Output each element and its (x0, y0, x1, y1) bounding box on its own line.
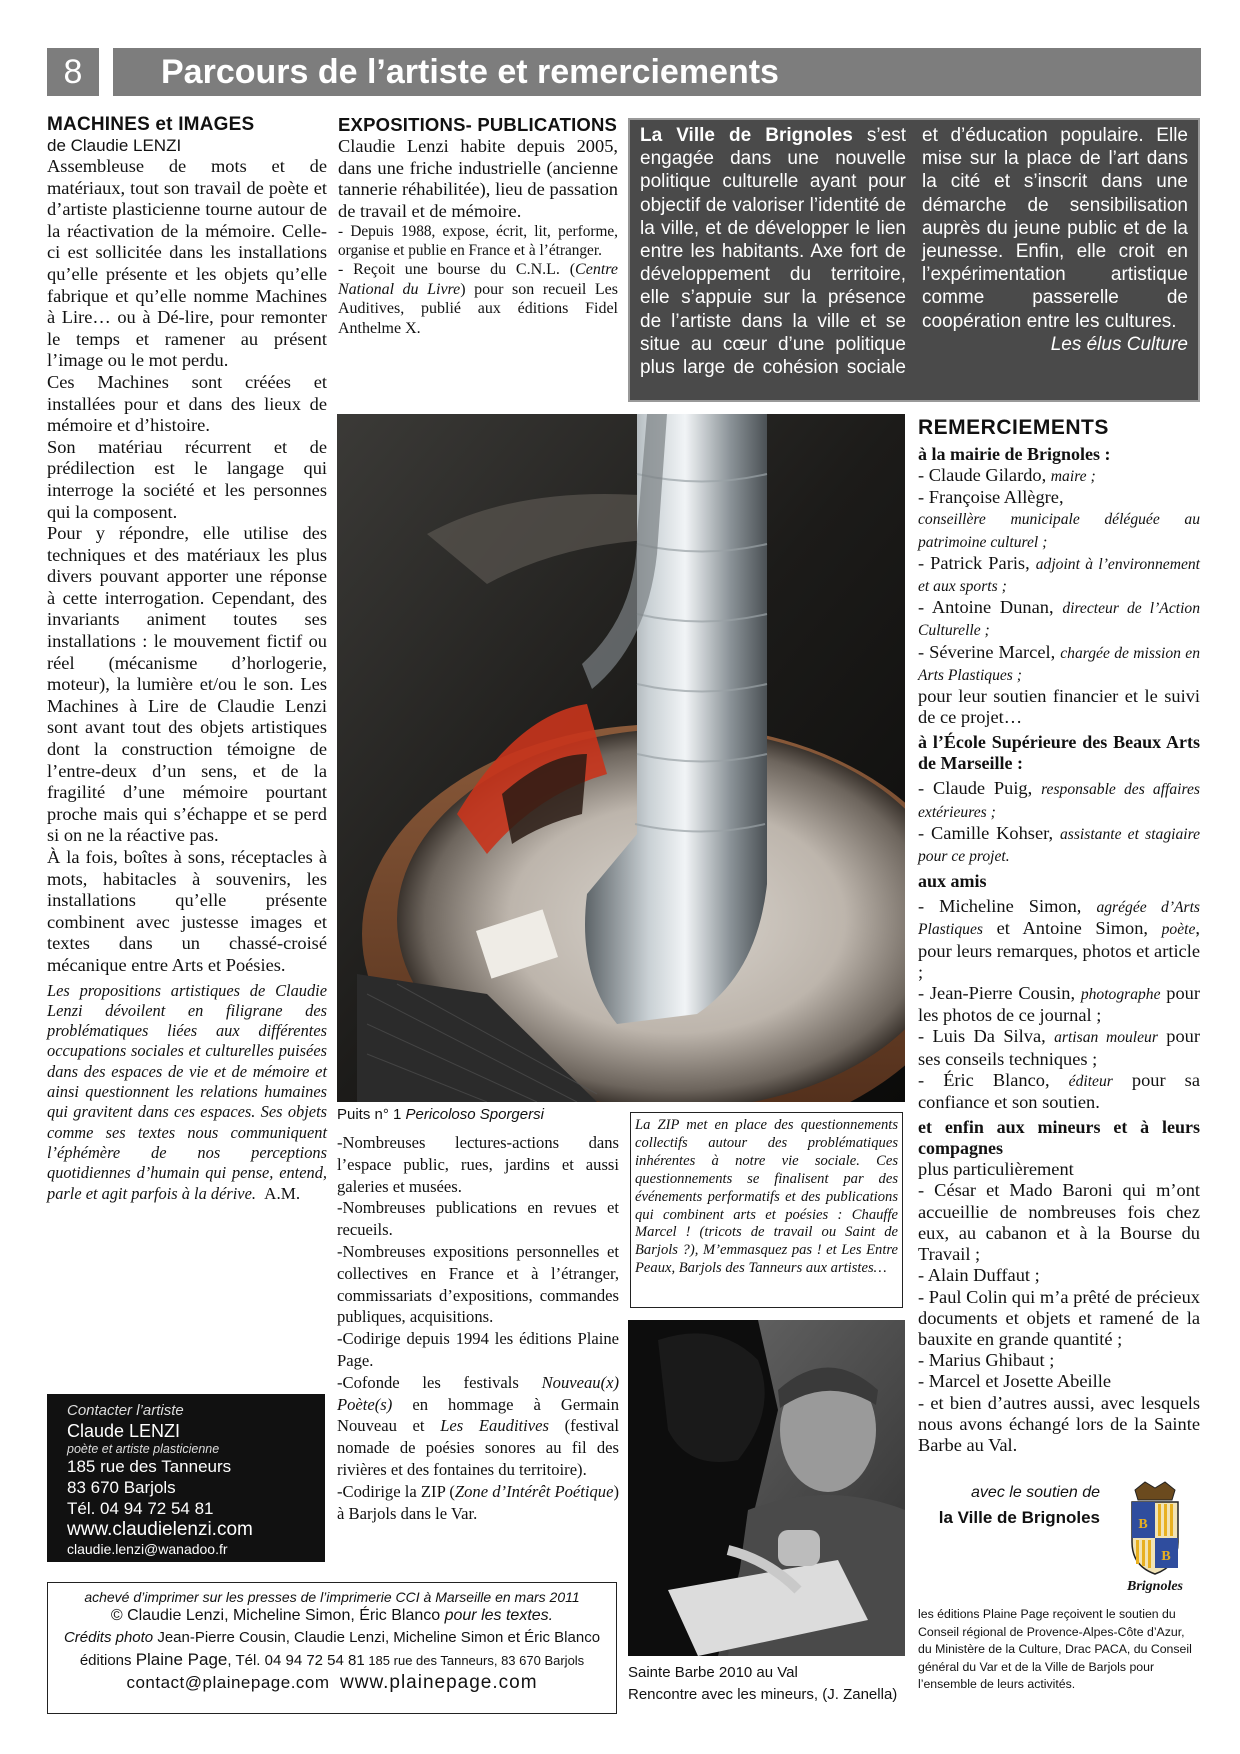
contact-role: poète et artiste plasticienne (67, 1442, 220, 1456)
text: - Claude Puig, (918, 778, 1042, 799)
well-photo-drawing (337, 414, 905, 1102)
text: - Jean-Pierre Cousin, (918, 983, 1081, 1004)
paragraph (338, 260, 618, 338)
svg-text:Brignoles: Brignoles (1126, 1579, 1184, 1594)
text: , pour leurs remarques, photos et article ; (918, 918, 1200, 982)
publisher-phone: 04 94 72 54 81 (264, 1652, 365, 1669)
text: éditions (79, 1652, 136, 1669)
subheading: à l’École Supérieure des Beaux Arts de Marseille : (918, 732, 1200, 774)
text: -Cofonde les festivals (337, 1372, 542, 1392)
publisher-line (48, 1649, 616, 1672)
paragraph: Assembleuse de mots et de matériaux, tout son travail de poète et d’artiste plasticienne tourne autour de la réactivation de la mémoire. Celle-ci est sollicitée dans les installations qu’elle présente et les objets qu’elle fabrique et qu’elle nomme Machines à Lire… ou à Dé-lire, pour remonter le temps et ramener au présent l’image ou le mot perdu. (47, 156, 327, 371)
text: ) pour son recueil Les Auditives, publié aux éditions Fidel Anthelme X. (338, 280, 619, 337)
text: - Reçoit une bourse du C.N.L. ( (338, 261, 576, 279)
publisher-website-link[interactable]: www.plainepage.com (340, 1672, 538, 1693)
contact-name: Claude LENZI (67, 1421, 181, 1441)
contact-address: 185 rue des Tanneurs (67, 1457, 232, 1476)
support-label: avec le soutien de (971, 1484, 1100, 1501)
text: (festival nomade de poésies sonores au fil des rivières et des fontaines du territoire). (337, 1416, 619, 1479)
contact-phone: Tél. 04 94 72 54 81 (67, 1499, 214, 1518)
thanks-item (918, 823, 1200, 867)
thanks-item: - et bien d’autres aussi, avec lesquels nous avons échangé lors de la Sainte Barbe au Val. (918, 1392, 1200, 1455)
page-number: 8 (47, 48, 99, 96)
paragraph: Ces Machines sont créées et installées pour et dans des lieux de mémoire et d’histoire. (47, 371, 327, 436)
text: Les Eauditives (440, 1416, 549, 1436)
section-title: EXPOSITIONS- PUBLICATIONS (338, 114, 618, 135)
thanks-item (918, 642, 1200, 686)
thanks-item: plus particulièrement (918, 1159, 1074, 1180)
paragraph: À la fois, boîtes à sons, réceptacles à mots, habitacles à souvenirs, les installations qu’elle présente combinent avec justesse images et textes dans un chassé-croisé mécanique entre Arts et Poésies. (47, 847, 327, 975)
svg-text:B: B (1138, 1517, 1148, 1532)
text: - Claude Gilardo, (918, 465, 1051, 485)
thanks-item (918, 1070, 1200, 1113)
role: éditeur (1068, 1072, 1113, 1090)
role: photographe (1080, 986, 1161, 1004)
thanks-item: - Marcel et Josette Abeille (918, 1371, 1112, 1392)
text: -Codirige la ZIP ( (337, 1481, 455, 1501)
remerciements-section (918, 416, 1200, 1456)
text: pour les photos de ce journal ; (918, 983, 1200, 1026)
role: directeur de l’Action Culturelle ; (918, 600, 1200, 640)
crest-icon (1110, 1480, 1200, 1594)
text: pour ses conseils techniques ; (918, 1026, 1200, 1069)
thanks-item: - César et Mado Baroni qui m’ont accueillie de nombreuses fois chez eux, au cabanon et à la Bourse du Travail ; (918, 1180, 1200, 1265)
text: - Camille Kohser, (918, 822, 1060, 843)
role: artisan mouleur (1054, 1029, 1158, 1047)
zip-box: La ZIP met en place des questionnements collectifs autour des problématiques inhérentes à notre vie sociale. Ces questionnements se finalisent par des événements performatifs et des publications qui combinent arts et poésies : Chauffe Marcel ! (tricots de travail ou Saint de Barjols ?), M’emmasquez pas ! et Les Entre Peaux, Barjols des Tanneurs aux artistes… (630, 1112, 903, 1308)
text: en hommage à Germain Nouveau et (337, 1394, 619, 1436)
byline: de Claudie LENZI (47, 136, 182, 155)
photo1-caption (337, 1106, 544, 1123)
ville-box-text (640, 124, 1188, 379)
contact-box (47, 1394, 325, 1562)
thanks-item: - Marius Ghibaut ; (918, 1350, 1055, 1371)
contact-email-link[interactable]: claudie.lenzi@wanadoo.fr (67, 1541, 228, 1557)
subheading: à la mairie de Brignoles : (918, 444, 1111, 464)
list-item: -Nombreuses expositions personnelles et collectives en France et à l’étranger, commissariats d’expositions, commandes publiques, acquisitions. (337, 1241, 619, 1327)
subheading: aux amis (918, 871, 987, 892)
thanks-item: pour leur soutien financier et le suivi de ce projet… (918, 686, 1200, 728)
text: , Tél. (227, 1652, 265, 1669)
role: maire ; (1050, 468, 1096, 485)
page-title: Parcours de l’artiste et remerciements (113, 48, 1201, 96)
publisher-contact-line (48, 1672, 616, 1694)
text: Crédits photo (63, 1629, 154, 1646)
thanks-item (918, 778, 1200, 822)
role: chargée de mission en Arts Plastiques ; (918, 644, 1200, 684)
role: conseillère municipale déléguée au patrimoine culturel ; (918, 511, 1200, 551)
copyright-line (48, 1605, 616, 1627)
caption-line: Rencontre avec les mineurs, (J. Zanella) (628, 1686, 898, 1703)
role: agrégée d’Arts Plastiques (918, 899, 1201, 939)
text: Nouveau(x) Poète(s) (337, 1372, 619, 1414)
text: ) à Barjols dans le Var. (337, 1481, 619, 1523)
subheading: et enfin aux mineurs et à leurs compagnes (918, 1117, 1200, 1159)
sainte-barbe-photo (628, 1320, 905, 1656)
support-note: les éditions Plaine Page reçoivent le soutien du Conseil régional de Provence-Alpes-Côte d’Azur, du Ministère de la Culture, Drac PACA, du Conseil général du Var et de la Ville de Barjols pour l’ensemble de leurs activités. (918, 1607, 1192, 1691)
support-credit (918, 1484, 1100, 1528)
publisher-name: Plaine Page (135, 1650, 228, 1669)
list-item (337, 1372, 619, 1481)
section-title: REMERCIEMENTS (918, 416, 1109, 439)
machines-images-article (47, 114, 327, 1204)
svg-text:B: B (1161, 1549, 1171, 1564)
list-item: -Nombreuses publications en revues et recueils. (337, 1198, 619, 1240)
text: - Séverine Marcel, (918, 641, 1061, 662)
text: - Antoine Dunan, (918, 597, 1063, 618)
italic-paragraph (47, 981, 327, 1204)
ville-lead: La Ville de Brignoles (640, 125, 853, 146)
list-item (337, 1481, 619, 1525)
thanks-item: - Alain Duffaut ; (918, 1265, 1040, 1286)
text: pour sa confiance et son soutien. (918, 1069, 1200, 1113)
thanks-item (918, 896, 1200, 983)
contact-city: 83 670 Barjols (67, 1478, 176, 1497)
text: Centre National du Livre (338, 261, 618, 298)
contact-website-link[interactable]: www.claudielenzi.com (67, 1519, 253, 1540)
thanks-item (918, 597, 1200, 641)
list-item: -Codirige depuis 1994 les éditions Plaine Page. (337, 1329, 619, 1370)
paragraph: - Depuis 1988, expose, écrit, lit, performe, organise et publie en France et à l’étranger. (338, 223, 618, 260)
role: assistante et stagiaire pour ce projet. (918, 825, 1200, 866)
thanks-item (918, 465, 1200, 487)
italic-text: Les propositions artistiques de Claudie Lenzi dévoilent en filigrane des problématiques liées aux différentes occupations sociales et culturelles puisées dans des espaces de vie et de mémoire et ainsi questionnent les relations humaines qui gravitent dans ces espaces. Ses objets comme ses textes nous communiquent l’éphémère de nos perceptions quotidiennes d’humain qui pense, entend, parle et agit parfois à la dérive. (47, 980, 327, 1203)
role: responsable des affaires extérieures ; (918, 781, 1200, 821)
caption-line: Sainte Barbe 2010 au Val (628, 1664, 798, 1681)
text: - Micheline Simon, (918, 896, 1097, 917)
thanks-item (918, 983, 1200, 1026)
photo-credits-line (48, 1627, 616, 1649)
text: - Luis Da Silva, (918, 1026, 1055, 1047)
text: Zone d’Intérêt Poétique (454, 1481, 614, 1501)
publications-list (337, 1132, 619, 1524)
text: © Claudie Lenzi, Micheline Simon, Éric Blanco (110, 1607, 445, 1624)
support-city: la Ville de Brignoles (938, 1508, 1100, 1527)
role: adjoint à l’environnement et aux sports ; (918, 555, 1201, 596)
paragraph: Pour y répondre, elle utilise des techniques et des matériaux les plus divers pouvant apporter une réponse à cette interrogation. Cependant, des invariants animent toutes ses installations : le mouvement fictif ou réel (mécanisme d’horlogerie, moteur), la lumière et/ou le son. Les Machines à Lire de Claudie Lenzi sont avant tout des objets artistiques dont la construction témoigne de l’entre-deux d’un sens, et de la fragilité d’une mémoire pourtant proche mais qui s’échappe et se perd si on ne la réactive pas. (47, 523, 327, 846)
text: pour les textes. (444, 1607, 554, 1624)
contact-label: Contacter l’artiste (67, 1402, 184, 1419)
sainte-barbe-photo-drawing (628, 1320, 905, 1656)
caption-text: Puits n° 1 (337, 1106, 406, 1123)
text: et Antoine Simon, (982, 918, 1162, 939)
thanks-item (918, 487, 1200, 553)
print-line: achevé d’imprimer sur les presses de l’imprimerie CCI à Marseille en mars 2011 (84, 1589, 580, 1605)
print-credits-box (47, 1582, 617, 1714)
text: 185 rue des Tanneurs, 83 670 Barjols (364, 1653, 585, 1668)
ville-signature: Les élus Culture (1050, 333, 1188, 355)
text: - Françoise Allègre, (918, 487, 1064, 508)
well-installation-photo (337, 414, 905, 1102)
text: - Patrick Paris, (918, 552, 1036, 573)
expositions-section (338, 114, 618, 338)
photo2-caption (628, 1662, 897, 1706)
role: poète (1161, 921, 1196, 939)
text: Jean-Pierre Cousin, Claudie Lenzi, Micheline Simon et Éric Blanco (153, 1629, 601, 1646)
signature: A.M. (264, 1183, 301, 1203)
ville-brignoles-box (628, 118, 1200, 402)
text: - Éric Blanco, (918, 1069, 1069, 1090)
paragraph: Son matériau récurrent et de prédilection est le langage qui interroge la société et les personnes qui la composent. (47, 436, 327, 522)
caption-title: Pericoloso Sporgersi (405, 1106, 544, 1123)
thanks-item (918, 1026, 1200, 1069)
publisher-email-link[interactable]: contact@plainepage.com (126, 1673, 330, 1692)
thanks-item (918, 553, 1200, 597)
section-title: MACHINES et IMAGES (47, 114, 255, 135)
brignoles-crest-logo (1110, 1480, 1200, 1594)
list-item: -Nombreuses lectures-actions dans l’espace public, rues, jardins et aussi galeries et musées. (337, 1133, 619, 1196)
ville-text: s’est engagée dans une nouvelle politique culturelle ayant pour objectif de valoriser l’identité de la ville, et de développer le lien entre les habitants. Axe fort de développement du territoire, elle s’appuie sur la présence de l’artiste dans la ville et se situe au cœur d’une politique plus large de cohésion sociale et d’éducation populaire. Elle mise sur la place de l’art dans la cité et s’inscrit dans une démarche de sensibilisation auprès du jeune public et de la jeunesse. Enfin, elle croit en l’expérimentation artistique comme passerelle de coopération entre les cultures. (640, 125, 1188, 379)
thanks-item: - Paul Colin qui m’a prêté de précieux documents et objets et ramené de la bauxite en grande quantité ; (918, 1286, 1200, 1349)
paragraph: Claudie Lenzi habite depuis 2005, dans une friche industrielle (ancienne tannerie réhabilitée), lieu de passation de travail et de mémoire. (338, 136, 618, 221)
